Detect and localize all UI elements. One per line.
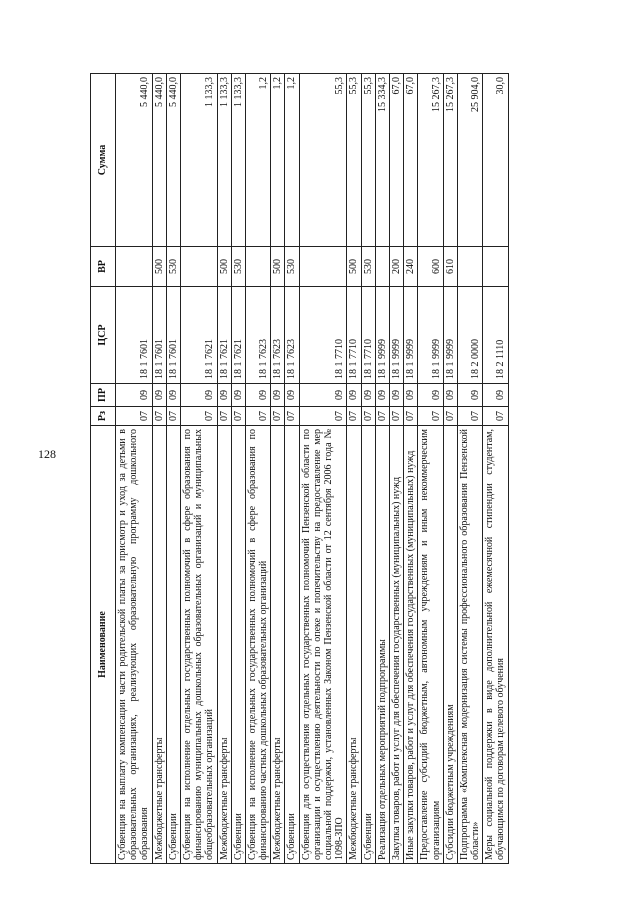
table-row bbox=[116, 74, 153, 864]
table-row bbox=[152, 74, 166, 864]
cell-pr: 09 bbox=[217, 384, 231, 407]
cell-csr: 18 2 0000 bbox=[457, 287, 482, 384]
cell-sum: 1,2 bbox=[285, 74, 299, 247]
cell-vr: 500 bbox=[152, 247, 166, 287]
cell-name: Субвенция для осуществления отдельных государственных полномочий Пензенской области по организации и осуществлению деятельности по опеке и попечительству на предоставление мер социальной поддержки, установленных Законом Пензенской области от 12 сентября 2006 года № 1098-ЗПО bbox=[299, 426, 347, 864]
cell-name: Субвенции bbox=[361, 426, 375, 864]
cell-pr: 09 bbox=[271, 384, 285, 407]
rotated-table-container bbox=[90, 74, 578, 864]
cell-sum: 55,3 bbox=[347, 74, 361, 247]
table-header-row bbox=[91, 74, 116, 864]
table-row bbox=[418, 74, 443, 864]
cell-name: Субвенции bbox=[166, 426, 180, 864]
cell-vr bbox=[457, 247, 482, 287]
header-vr: ВР bbox=[91, 247, 116, 287]
cell-pr: 09 bbox=[483, 384, 508, 407]
cell-sum: 1 133,3 bbox=[217, 74, 231, 247]
cell-rz: 07 bbox=[285, 407, 299, 426]
cell-name: Межбюджетные трансферты bbox=[217, 426, 231, 864]
cell-sum: 15 267,3 bbox=[418, 74, 443, 247]
table-row bbox=[404, 74, 418, 864]
cell-csr: 18 1 7601 bbox=[152, 287, 166, 384]
cell-csr: 18 1 7710 bbox=[347, 287, 361, 384]
cell-vr bbox=[375, 247, 389, 287]
cell-pr: 09 bbox=[299, 384, 347, 407]
cell-vr bbox=[116, 247, 153, 287]
table-row bbox=[217, 74, 231, 864]
cell-csr: 18 1 7623 bbox=[285, 287, 299, 384]
cell-vr: 610 bbox=[443, 247, 457, 287]
header-csr: ЦСР bbox=[91, 287, 116, 384]
cell-sum: 5 440,0 bbox=[152, 74, 166, 247]
cell-rz: 07 bbox=[418, 407, 443, 426]
cell-sum: 55,3 bbox=[299, 74, 347, 247]
cell-rz: 07 bbox=[361, 407, 375, 426]
cell-sum: 67,0 bbox=[389, 74, 403, 247]
cell-name: Закупка товаров, работ и услуг для обеспечения государственных (муниципальных) нужд bbox=[389, 426, 403, 864]
cell-name: Меры социальной поддержки в виде дополнительной ежемесячной стипендии студентам, обучающимся по договорам целевого обучения bbox=[483, 426, 508, 864]
cell-csr: 18 1 7621 bbox=[231, 287, 245, 384]
cell-pr: 09 bbox=[245, 384, 270, 407]
cell-vr: 530 bbox=[285, 247, 299, 287]
cell-vr: 530 bbox=[166, 247, 180, 287]
cell-vr: 530 bbox=[231, 247, 245, 287]
cell-csr: 18 1 7621 bbox=[180, 287, 217, 384]
cell-vr bbox=[180, 247, 217, 287]
cell-sum: 5 440,0 bbox=[166, 74, 180, 247]
cell-name: Межбюджетные трансферты bbox=[271, 426, 285, 864]
cell-sum: 67,0 bbox=[404, 74, 418, 247]
cell-rz: 07 bbox=[231, 407, 245, 426]
cell-name: Иные закупки товаров, работ и услуг для обеспечения государственных (муниципальных) нужд bbox=[404, 426, 418, 864]
cell-sum: 15 267,3 bbox=[443, 74, 457, 247]
cell-pr: 09 bbox=[404, 384, 418, 407]
table-row bbox=[483, 74, 508, 864]
cell-rz: 07 bbox=[245, 407, 270, 426]
table-row bbox=[271, 74, 285, 864]
cell-vr: 500 bbox=[271, 247, 285, 287]
cell-rz: 07 bbox=[483, 407, 508, 426]
table-row bbox=[245, 74, 270, 864]
cell-csr: 18 1 9999 bbox=[375, 287, 389, 384]
cell-pr: 09 bbox=[361, 384, 375, 407]
header-name: Наименование bbox=[91, 426, 116, 864]
cell-csr: 18 1 7623 bbox=[245, 287, 270, 384]
cell-vr: 240 bbox=[404, 247, 418, 287]
cell-sum: 1 133,3 bbox=[180, 74, 217, 247]
cell-vr: 500 bbox=[217, 247, 231, 287]
table-row bbox=[299, 74, 347, 864]
cell-pr: 09 bbox=[443, 384, 457, 407]
cell-csr: 18 1 7601 bbox=[166, 287, 180, 384]
cell-name: Межбюджетные трансферты bbox=[347, 426, 361, 864]
cell-rz: 07 bbox=[404, 407, 418, 426]
table-row bbox=[443, 74, 457, 864]
table-row bbox=[457, 74, 482, 864]
cell-name: Предоставление субсидий бюджетным, автономным учреждениям и иным некоммерческим организациям bbox=[418, 426, 443, 864]
page-number: 128 bbox=[38, 447, 56, 461]
cell-pr: 09 bbox=[116, 384, 153, 407]
cell-csr: 18 1 7621 bbox=[217, 287, 231, 384]
cell-rz: 07 bbox=[299, 407, 347, 426]
cell-csr: 18 1 7710 bbox=[299, 287, 347, 384]
cell-pr: 09 bbox=[375, 384, 389, 407]
table-row bbox=[180, 74, 217, 864]
cell-pr: 09 bbox=[180, 384, 217, 407]
table-row bbox=[361, 74, 375, 864]
cell-csr: 18 1 7601 bbox=[116, 287, 153, 384]
table-row bbox=[231, 74, 245, 864]
cell-rz: 07 bbox=[180, 407, 217, 426]
cell-name: Субвенция на исполнение отдельных государственных полномочий в сфере образования по финансированию частных дошкольных образовательных организаций bbox=[245, 426, 270, 864]
cell-name: Субвенции bbox=[285, 426, 299, 864]
cell-csr: 18 2 1110 bbox=[483, 287, 508, 384]
table-row bbox=[347, 74, 361, 864]
cell-rz: 07 bbox=[271, 407, 285, 426]
cell-name: Субсидии бюджетным учреждениям bbox=[443, 426, 457, 864]
cell-rz: 07 bbox=[217, 407, 231, 426]
cell-pr: 09 bbox=[347, 384, 361, 407]
cell-csr: 18 1 7623 bbox=[271, 287, 285, 384]
cell-sum: 55,3 bbox=[361, 74, 375, 247]
cell-sum: 1,2 bbox=[271, 74, 285, 247]
cell-rz: 07 bbox=[116, 407, 153, 426]
cell-rz: 07 bbox=[347, 407, 361, 426]
cell-pr: 09 bbox=[231, 384, 245, 407]
cell-rz: 07 bbox=[166, 407, 180, 426]
table-row bbox=[389, 74, 403, 864]
cell-vr bbox=[245, 247, 270, 287]
cell-sum: 1,2 bbox=[245, 74, 270, 247]
cell-name: Подпрограмма «Комплексная модернизация системы профессионального образования Пензенской области» bbox=[457, 426, 482, 864]
cell-csr: 18 1 7710 bbox=[361, 287, 375, 384]
cell-pr: 09 bbox=[152, 384, 166, 407]
cell-csr: 18 1 9999 bbox=[443, 287, 457, 384]
table-row bbox=[375, 74, 389, 864]
cell-rz: 07 bbox=[152, 407, 166, 426]
cell-name: Реализация отдельных мероприятий подпрограммы bbox=[375, 426, 389, 864]
cell-rz: 07 bbox=[457, 407, 482, 426]
cell-vr: 500 bbox=[347, 247, 361, 287]
cell-vr: 600 bbox=[418, 247, 443, 287]
cell-rz: 07 bbox=[443, 407, 457, 426]
cell-rz: 07 bbox=[375, 407, 389, 426]
cell-rz: 07 bbox=[389, 407, 403, 426]
cell-name: Субвенции bbox=[231, 426, 245, 864]
cell-csr: 18 1 9999 bbox=[418, 287, 443, 384]
cell-name: Субвенция на выплату компенсации части родительской платы за присмотр и уход за детьми в образовательных организациях, реализующих образовательную программу дошкольного образования bbox=[116, 426, 153, 864]
cell-vr: 200 bbox=[389, 247, 403, 287]
cell-sum: 25 904,0 bbox=[457, 74, 482, 247]
cell-pr: 09 bbox=[285, 384, 299, 407]
cell-sum: 1 133,3 bbox=[231, 74, 245, 247]
cell-pr: 09 bbox=[166, 384, 180, 407]
cell-sum: 30,0 bbox=[483, 74, 508, 247]
cell-vr bbox=[483, 247, 508, 287]
cell-csr: 18 1 9999 bbox=[404, 287, 418, 384]
cell-vr bbox=[299, 247, 347, 287]
cell-name: Межбюджетные трансферты bbox=[152, 426, 166, 864]
cell-pr: 09 bbox=[457, 384, 482, 407]
budget-table bbox=[90, 73, 509, 864]
table-row bbox=[285, 74, 299, 864]
cell-name: Субвенция на исполнение отдельных государственных полномочий в сфере образования по финансированию муниципальных дошкольных образовательных организаций и муниципальных общеобразовательных организаций bbox=[180, 426, 217, 864]
cell-pr: 09 bbox=[389, 384, 403, 407]
cell-pr: 09 bbox=[418, 384, 443, 407]
cell-vr: 530 bbox=[361, 247, 375, 287]
table-row bbox=[166, 74, 180, 864]
cell-sum: 5 440,0 bbox=[116, 74, 153, 247]
header-pr: ПР bbox=[91, 384, 116, 407]
cell-csr: 18 1 9999 bbox=[389, 287, 403, 384]
header-sum: Сумма bbox=[91, 74, 116, 247]
header-rz: Рз bbox=[91, 407, 116, 426]
cell-sum: 15 334,3 bbox=[375, 74, 389, 247]
